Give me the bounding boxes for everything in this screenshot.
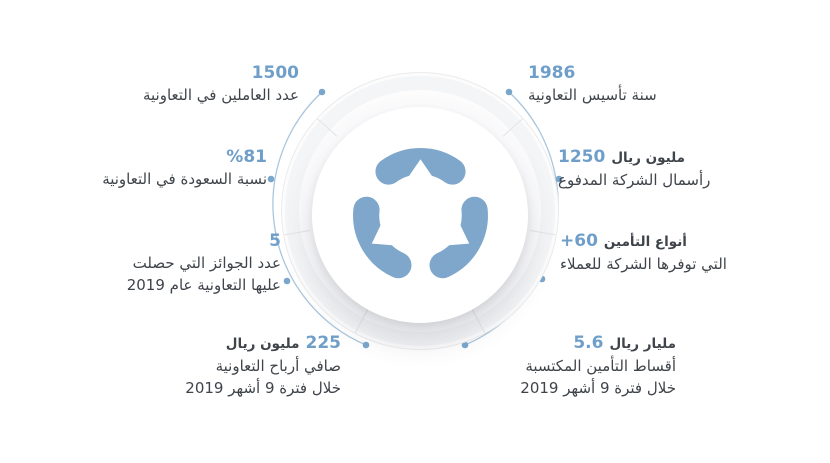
stat-label: سنة تأسيس التعاونية: [528, 86, 657, 104]
stat-employees-count: [39, 62, 299, 106]
stat-value: 1250: [558, 147, 606, 167]
stat-label: التي توفرها الشركة للعملاء: [560, 255, 727, 273]
stat-value-line: [39, 62, 299, 84]
stat-saudization-rate: [17, 146, 267, 190]
stat-unit: مليون ريال: [611, 150, 686, 166]
stat-value: %81: [226, 147, 267, 167]
anchor-dot: [268, 176, 275, 183]
stat-value: 225: [305, 333, 341, 353]
stat-label: عدد العاملين في التعاونية: [142, 86, 299, 104]
stat-value: 5: [269, 231, 281, 251]
stat-value-line: [558, 146, 808, 169]
stat-label: عدد الجوائز التي حصلت: [132, 254, 281, 272]
stat-value-line: [81, 332, 341, 355]
stat-label: خلال فترة 9 أشهر 2019: [520, 379, 676, 397]
stat-value-line: [31, 230, 281, 252]
stat-value: 1500: [251, 63, 299, 83]
stat-label: صافي أرباح التعاونية: [215, 357, 341, 375]
stat-value-line: [528, 62, 788, 84]
stat-label: عليها التعاونية عام 2019: [126, 276, 281, 294]
stat-value-line: [476, 332, 676, 355]
stat-value-line: [560, 230, 810, 253]
stat-value: +60: [560, 231, 598, 251]
logo-disc: [312, 107, 528, 323]
stat-unit: أنواع التأمين: [603, 234, 687, 250]
anchor-dot: [319, 89, 326, 96]
stat-label: أقساط التأمين المكتسبة: [525, 357, 676, 375]
anchor-dot: [284, 278, 291, 285]
stat-value: 1986: [528, 63, 576, 83]
stat-value: 5.6: [573, 333, 604, 353]
stat-insurance-types: [560, 230, 810, 275]
stat-unit: مليار ريال: [609, 336, 676, 352]
stat-unit: مليون ريال: [225, 336, 300, 352]
stat-awards-count: [31, 230, 281, 296]
stat-label: رأسمال الشركة المدفوع: [558, 171, 711, 189]
stat-earned-premiums: [476, 332, 676, 399]
stat-net-profit: [81, 332, 341, 399]
stat-label: خلال فترة 9 أشهر 2019: [185, 379, 341, 397]
anchor-dot: [363, 342, 370, 349]
stat-label: نسبة السعودة في التعاونية: [102, 170, 267, 188]
stat-paid-capital: [558, 146, 808, 191]
stat-value-line: [17, 146, 267, 168]
tawuniya-logo-icon: [338, 133, 503, 298]
stat-founding-year: [528, 62, 788, 106]
anchor-dot: [506, 89, 513, 96]
